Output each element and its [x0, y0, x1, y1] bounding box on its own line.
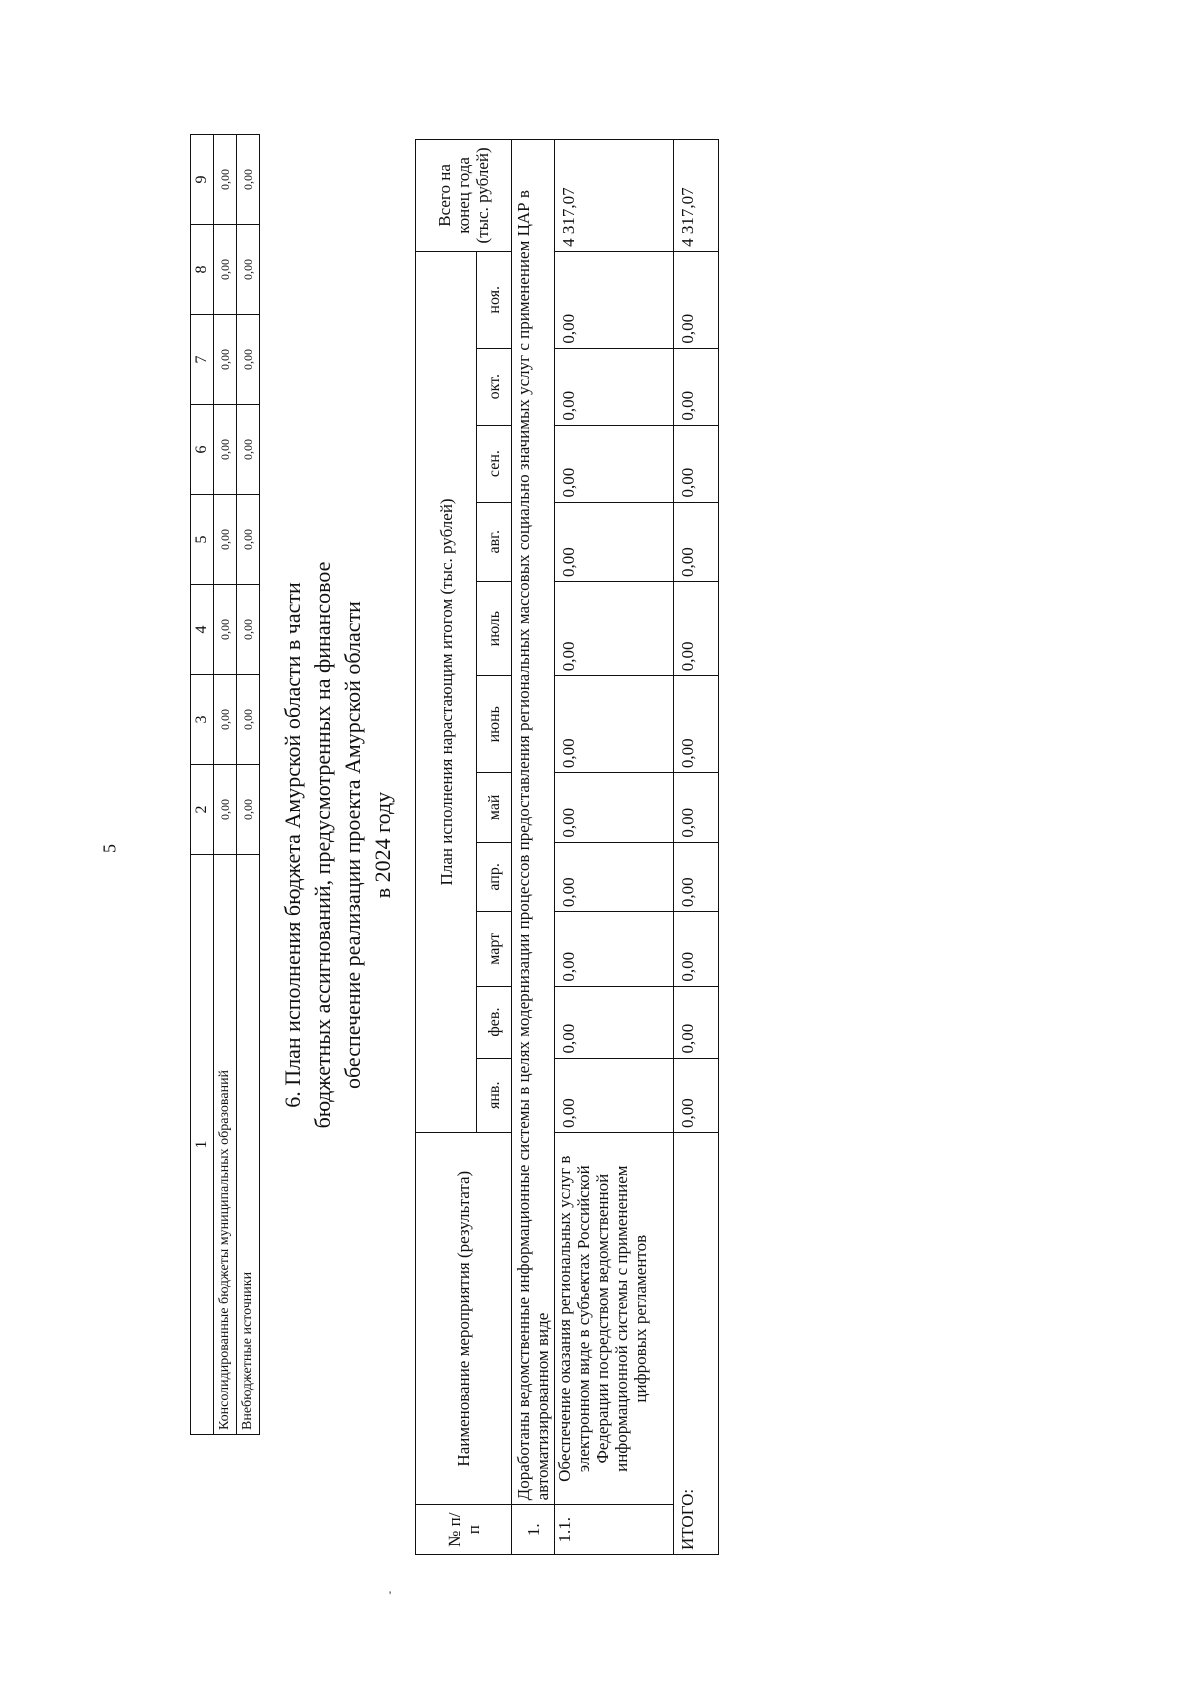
cell-value: 0,00: [237, 315, 260, 405]
cell-value: 0,00: [674, 912, 719, 986]
cell-value: 0,00: [555, 251, 674, 348]
table-row: [555, 140, 674, 1555]
title-line: в 2024 году: [370, 791, 395, 899]
cell-value: 0,00: [214, 765, 237, 855]
scan-mark: ': [389, 1588, 392, 1602]
cell-value: 0,00: [555, 502, 674, 581]
cell-value: 0,00: [214, 585, 237, 675]
cell-value: 0,00: [214, 315, 237, 405]
column-header-number: № п/п: [416, 1505, 512, 1555]
column-number: 5: [191, 495, 214, 585]
title-line: обеспечение реализации проекта Амурской области: [340, 601, 365, 1089]
title-line: бюджетных ассигнований, предусмотренных на финансовое: [310, 561, 335, 1129]
cell-value: 0,00: [674, 425, 719, 502]
cell-value: 0,00: [237, 495, 260, 585]
title-line: 6. План исполнения бюджета Амурской области в части: [280, 582, 305, 1108]
column-number: 9: [191, 135, 214, 225]
cell-value: 0,00: [674, 251, 719, 348]
total-label: ИТОГО:: [674, 1133, 719, 1555]
cell-value: 0,00: [674, 581, 719, 675]
month-header: янв.: [477, 1058, 512, 1132]
cell-value: 0,00: [237, 225, 260, 315]
cell-value: 0,00: [674, 842, 719, 912]
cell-value: 0,00: [237, 585, 260, 675]
column-number: 3: [191, 675, 214, 765]
cell-value: 0,00: [555, 1058, 674, 1132]
column-header-name: Наименование мероприятия (результата): [416, 1133, 512, 1505]
cell-value: 0,00: [674, 502, 719, 581]
cell-value: 0,00: [674, 676, 719, 773]
row-label: Консолидированные бюджеты муниципальных образований: [214, 855, 237, 1435]
table-row: [214, 135, 237, 1435]
cell-value: 0,00: [555, 348, 674, 425]
column-number: 2: [191, 765, 214, 855]
month-header: авг.: [477, 502, 512, 581]
cell-value: 0,00: [674, 986, 719, 1058]
column-number: 8: [191, 225, 214, 315]
cell-value: 0,00: [555, 773, 674, 843]
cell-value: 0,00: [237, 675, 260, 765]
cell-value: 0,00: [214, 225, 237, 315]
cell-value: 0,00: [214, 675, 237, 765]
cell-value: 0,00: [214, 135, 237, 225]
column-number: 4: [191, 585, 214, 675]
section-description: Доработаны ведомственные информационные системы в целях модернизации процессов предоставления региональных массовых социально значимых услуг с применением ЦАР в автоматизированном виде: [512, 140, 555, 1505]
cell-total: 4 317,07: [674, 140, 719, 252]
budget-plan-table: [415, 139, 719, 1555]
cell-value: 0,00: [674, 1058, 719, 1132]
cell-value: 0,00: [555, 425, 674, 502]
cell-value: 0,00: [214, 495, 237, 585]
month-header: ноя.: [477, 251, 512, 348]
cell-total: 4 317,07: [555, 140, 674, 252]
cell-value: 0,00: [674, 348, 719, 425]
section-title: [278, 535, 398, 1155]
column-header-total: Всего на конец года (тыс. рублей): [416, 140, 512, 252]
column-header-plan: План исполнения нарастающим итогом (тыс. рублей): [416, 251, 477, 1132]
cell-value: 0,00: [555, 842, 674, 912]
month-header: сен.: [477, 425, 512, 502]
month-header: фев.: [477, 986, 512, 1058]
column-number: 7: [191, 315, 214, 405]
month-header: май: [477, 773, 512, 843]
table-header-row: [191, 135, 214, 1435]
total-row: [674, 140, 719, 1555]
section-row: [512, 140, 555, 1555]
cell-value: 0,00: [555, 912, 674, 986]
cell-value: 0,00: [237, 405, 260, 495]
cell-value: 0,00: [555, 581, 674, 675]
cell-value: 0,00: [237, 765, 260, 855]
cell-value: 0,00: [214, 405, 237, 495]
month-header: окт.: [477, 348, 512, 425]
task-description: Обеспечение оказания региональных услуг в электронном виде в субъектах Российской Федерации посредством ведомственной информационной системы с применением цифровых регламентов: [555, 1133, 674, 1505]
cell-value: 0,00: [555, 986, 674, 1058]
month-header: июнь: [477, 676, 512, 773]
column-number: 1: [191, 855, 214, 1435]
page-number: 5: [99, 844, 120, 853]
cell-value: 0,00: [237, 135, 260, 225]
rotated-sheet: [190, 135, 750, 1555]
cell-value: 0,00: [555, 676, 674, 773]
row-number: 1.: [512, 1505, 555, 1555]
table-row: [237, 135, 260, 1435]
month-header: апр.: [477, 842, 512, 912]
table-header-row: [416, 140, 477, 1555]
month-header: июль: [477, 581, 512, 675]
row-label: Внебюджетные источники: [237, 855, 260, 1435]
month-header: март: [477, 912, 512, 986]
column-number: 6: [191, 405, 214, 495]
funding-sources-table: [190, 134, 260, 1435]
cell-value: 0,00: [674, 773, 719, 843]
row-number: 1.1.: [555, 1505, 674, 1555]
